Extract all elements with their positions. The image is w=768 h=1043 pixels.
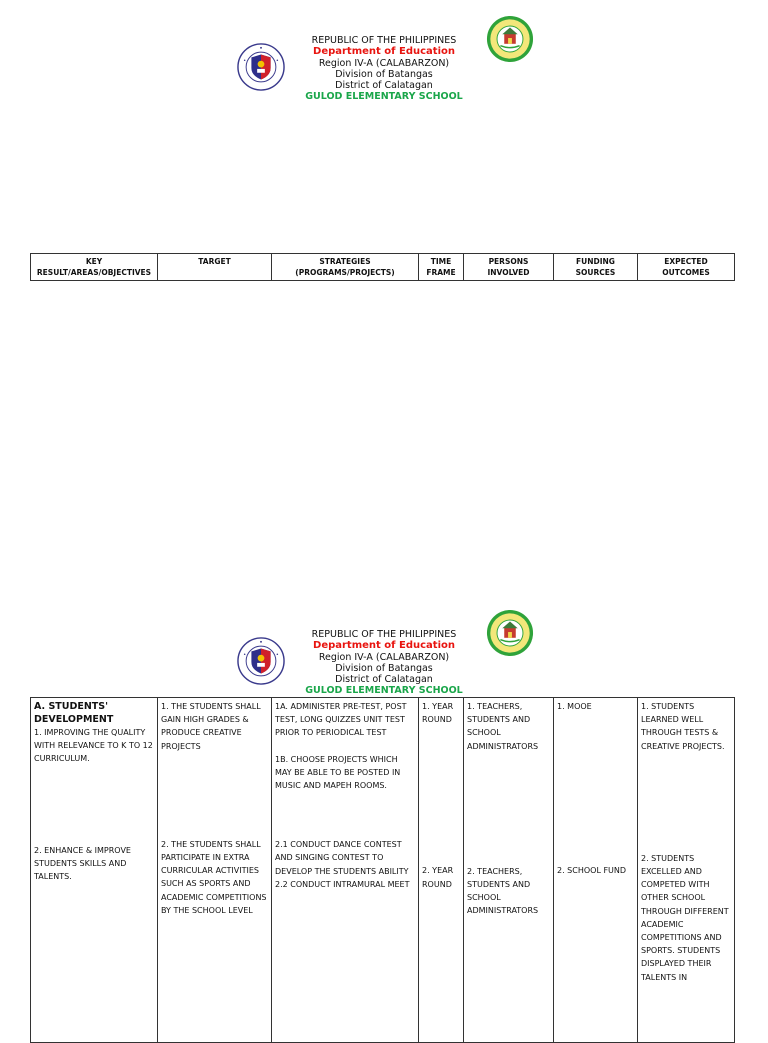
funding-cell: [554, 698, 638, 1043]
col-persons-involved: PERSONS INVOLVED: [464, 254, 554, 281]
division-line: Division of Batangas: [335, 68, 433, 80]
target-text: 2. THE STUDENTS SHALL PARTICIPATE IN EXTRA CURRICULAR ACTIVITIES SUCH AS SPORTS AND ACADEMIC COMPETITIONS BY THE SCHOOL LEVEL: [161, 839, 267, 915]
time-frame-text: 2. YEAR ROUND: [422, 866, 454, 889]
letterhead: [0, 35, 768, 103]
school-name: GULOD ELEMENTARY SCHOOL: [305, 685, 463, 697]
outcome-text: 1. STUDENTS LEARNED WELL THROUGH TESTS & CREATIVE PROJECTS.: [641, 702, 725, 751]
region-line: Region IV-A (CALABARZON): [318, 57, 450, 69]
letterhead: [0, 629, 768, 697]
plan-body-table: [30, 697, 735, 1043]
objective-cell: [31, 698, 158, 1043]
col-expected-outcomes: EXPECTED OUTCOMES: [638, 254, 735, 281]
department-line: Department of Education: [313, 640, 455, 652]
persons-text: 1. TEACHERS, STUDENTS AND SCHOOL ADMINISTRATORS: [467, 702, 539, 751]
republic-line: REPUBLIC OF THE PHILIPPINES: [311, 35, 457, 46]
objective-text: 1. IMPROVING THE QUALITY WITH RELEVANCE TO K TO 12 CURRICULUM.: [34, 728, 153, 764]
col-target: TARGET: [158, 254, 272, 281]
region-line: Region IV-A (CALABARZON): [318, 651, 450, 663]
school-name: GULOD ELEMENTARY SCHOOL: [305, 91, 463, 103]
header-row: [31, 254, 735, 281]
area-title: A. STUDENTS' DEVELOPMENT: [34, 701, 114, 725]
time-frame-cell: [419, 698, 464, 1043]
plan-header-table: [30, 253, 735, 281]
strategy-text: 2.2 CONDUCT INTRAMURAL MEET: [275, 879, 410, 889]
department-line: Department of Education: [313, 46, 455, 58]
district-line: District of Calatagan: [335, 674, 433, 686]
time-frame-text: 1. YEAR ROUND: [422, 702, 454, 725]
funding-text: 1. MOOE: [557, 702, 592, 711]
col-funding-sources: FUNDING SOURCES: [554, 254, 638, 281]
target-text: 1. THE STUDENTS SHALL GAIN HIGH GRADES & PRODUCE CREATIVE PROJECTS: [161, 702, 261, 751]
strategy-text: 1A. ADMINISTER PRE-TEST, POST TEST, LONG QUIZZES UNIT TEST PRIOR TO PERIODICAL TEST: [275, 702, 407, 738]
col-key-result: KEY RESULT/AREAS/OBJECTIVES: [31, 254, 158, 281]
republic-line: REPUBLIC OF THE PHILIPPINES: [311, 629, 457, 640]
strategy-text: 2.1 CONDUCT DANCE CONTEST AND SINGING CONTEST TO DEVELOP THE STUDENTS ABILITY: [275, 840, 409, 876]
district-line: District of Calatagan: [335, 80, 433, 92]
table-row: [31, 698, 735, 1043]
funding-text: 2. SCHOOL FUND: [557, 866, 627, 876]
strategy-cell: [272, 698, 419, 1043]
division-line: Division of Batangas: [335, 662, 433, 674]
target-cell: [158, 698, 272, 1043]
col-strategies: STRATEGIES (PROGRAMS/PROJECTS): [272, 254, 419, 281]
col-time-frame: TIME FRAME: [419, 254, 464, 281]
objective-text: 2. ENHANCE & IMPROVE STUDENTS SKILLS AND TALENTS.: [34, 845, 131, 882]
strategy-text: 1B. CHOOSE PROJECTS WHICH MAY BE ABLE TO BE POSTED IN MUSIC AND MAPEH ROOMS.: [275, 754, 401, 791]
outcome-cell: [638, 698, 735, 1043]
persons-cell: [464, 698, 554, 1043]
persons-text: 2. TEACHERS, STUDENTS AND SCHOOL ADMINISTRATORS: [467, 866, 539, 916]
outcome-text: 2. STUDENTS EXCELLED AND COMPETED WITH OTHER SCHOOL THROUGH DIFFERENT ACADEMIC COMPETITIONS AND SPORTS. STUDENTS DISPLAYED THEIR TALENTS IN: [641, 853, 729, 982]
